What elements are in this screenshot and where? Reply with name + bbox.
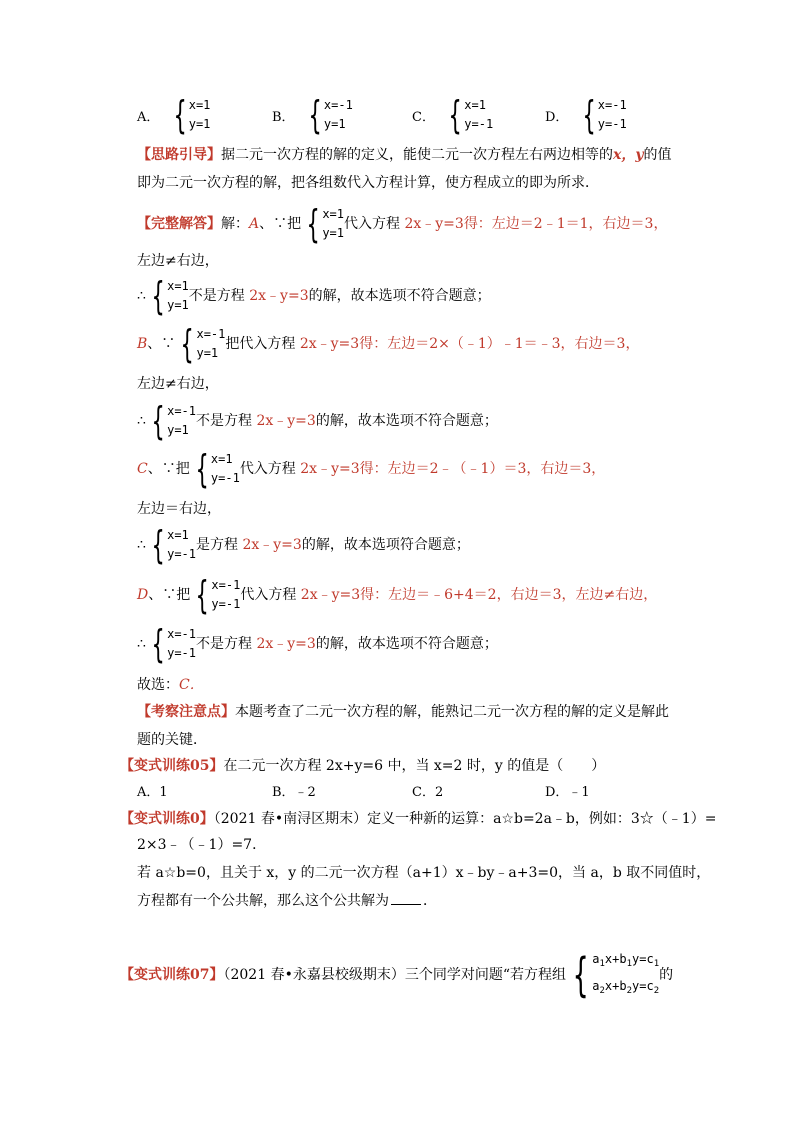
answer-choice [137, 676, 204, 694]
question-text: 方程都有一个公共解，那么这个公共解为 [137, 893, 389, 909]
option-c [412, 93, 494, 137]
equation-system [146, 523, 197, 567]
left-brace-icon: { [180, 322, 195, 366]
answer-line-a [137, 202, 668, 246]
answer-line-d-conclusion [137, 622, 498, 666]
system-row: y=1 [167, 298, 189, 312]
section-tag: 【考察注意点】 [137, 704, 235, 720]
answer-line-c-conclusion [137, 523, 470, 567]
system-row [592, 975, 659, 1002]
text: 、∵把 [147, 461, 190, 477]
text: ． [423, 893, 437, 909]
subscript: 1 [626, 959, 633, 969]
system-row: x=1 [322, 207, 344, 221]
exercise-06-line-2: 2×3﹣（﹣1）=7． [137, 837, 267, 853]
system-row [592, 948, 659, 975]
answer-blank[interactable] [391, 904, 421, 905]
system-row: y=1 [167, 423, 189, 437]
left-brace-icon: { [308, 93, 322, 137]
option-label: B． [272, 109, 295, 125]
guide-line-1 [137, 146, 671, 164]
answer-line-d [137, 573, 658, 617]
text: 得：左边＝2﹣1＝1，右边＝3， [463, 216, 668, 232]
section-tag: 【变式训练05】 [120, 758, 224, 774]
equation-system [175, 322, 226, 366]
equation: 2x﹣y=3 [249, 288, 309, 304]
choice-letter: C． [179, 677, 204, 693]
option-d [545, 93, 627, 137]
exercise-05-option-a: A．1 [137, 785, 168, 800]
text: 得：左边＝2×（﹣1）﹣1＝﹣3，右边＝3， [359, 336, 640, 352]
exercise-05-option-d: D．﹣1 [545, 785, 590, 800]
exercise-05-option-c: C．2 [412, 785, 444, 800]
equation-system [146, 622, 197, 666]
system-row: x=1 [188, 98, 211, 112]
left-brace-icon: { [151, 274, 165, 318]
left-brace-icon: { [195, 573, 209, 617]
equation: 2x﹣y=3 [300, 461, 360, 477]
system-row: y=1 [196, 346, 219, 360]
exercise-06-line-3: 若 a☆b=0，且关于 x，y 的二元一次方程（a+1）x﹣by﹣a+3=0，当 a，b 取不同值时， [137, 865, 711, 881]
system-row: y=1 [323, 117, 346, 131]
text: 不是方程 [196, 636, 257, 652]
exercise-06-line-4 [137, 892, 437, 910]
exercise-05 [120, 757, 605, 775]
text: 是方程 [196, 537, 243, 553]
answer-line-c-next: 左边＝右边， [137, 501, 221, 517]
text: 解： [221, 216, 249, 232]
option-letter: C [137, 461, 148, 477]
answer-line-a-conclusion [137, 274, 491, 318]
equation: 2x﹣y=3 [256, 636, 316, 652]
text: 、∵把 [259, 216, 302, 232]
option-label: A． [137, 109, 160, 125]
subscript: 2 [653, 986, 660, 996]
left-brace-icon: { [151, 399, 165, 443]
subscript: 2 [599, 986, 605, 996]
coef: x+b [604, 952, 627, 966]
text: 的解，故本选项不符合题意； [308, 288, 491, 304]
option-a [137, 93, 211, 137]
text: 据二元一次方程的解的定义，能使二元一次方程左右两边相等的 [221, 147, 613, 163]
left-brace-icon: { [448, 93, 462, 137]
therefore-symbol: ∴ [137, 288, 146, 304]
exercise-06-line-1 [120, 810, 716, 828]
text: 不是方程 [188, 288, 250, 304]
text: 得：左边＝2﹣（﹣1）＝3，右边＝3， [359, 461, 606, 477]
section-tag: 【完整解答】 [137, 216, 221, 232]
subscript: 1 [599, 959, 605, 969]
system-row: x=-1 [323, 98, 353, 112]
system-row: x=-1 [196, 327, 226, 341]
section-tag: 【变式训练0】 [120, 811, 214, 827]
text: 、∵ [147, 336, 176, 352]
text: 、∵把 [148, 587, 191, 603]
text: 不是方程 [196, 413, 257, 429]
equation-system [190, 447, 240, 491]
equation: 2x﹣y=3 [242, 537, 302, 553]
question-text: （2021 春•永嘉县校级期末）三个同学对问题“若方程组 [223, 967, 566, 983]
note-line-1 [137, 703, 669, 721]
text: 的解，故本选项不符合题意； [315, 413, 498, 429]
text: 的解，故本选项不符合题意； [315, 636, 498, 652]
therefore-symbol: ∴ [137, 636, 146, 652]
equation-system [303, 93, 353, 137]
subscript: 2 [626, 986, 633, 996]
equation: 2x﹣y=3 [300, 587, 361, 603]
system-row: x=-1 [597, 98, 627, 112]
system-row: y=-1 [597, 117, 627, 131]
text: 的 [659, 967, 674, 983]
text: 代入方程 [240, 587, 301, 603]
subscript: 1 [653, 959, 660, 969]
text: 把代入方程 [225, 336, 300, 352]
system-row: x=1 [167, 279, 189, 293]
left-brace-icon: { [151, 523, 165, 567]
option-label: D． [545, 109, 569, 125]
coef: y=c [632, 979, 654, 993]
coef: a [592, 952, 600, 966]
equation-system [168, 93, 211, 137]
answer-line-b-next: 左边≠右边， [137, 376, 219, 392]
answer-line-a-next: 左边≠右边， [137, 253, 219, 269]
left-brace-icon: { [582, 93, 596, 137]
system-row: x=-1 [211, 578, 241, 592]
section-tag: 【变式训练07】 [120, 967, 224, 983]
equation-system [443, 93, 494, 137]
text: 代入方程 [344, 216, 405, 232]
exercise-05-option-b: B．﹣2 [272, 785, 316, 800]
equation-system [301, 202, 344, 246]
system-row: y=-1 [167, 646, 197, 660]
answer-line-b-conclusion [137, 399, 498, 443]
coef: y=c [632, 952, 654, 966]
option-letter: B [137, 336, 148, 352]
system-row: y=-1 [211, 597, 241, 611]
left-brace-icon: { [172, 93, 187, 137]
text: 的解，故本选项符合题意； [301, 537, 470, 553]
question-text: 在二元一次方程 2x+y=6 中，当 x=2 时，y 的值是（ ） [223, 758, 606, 774]
system-row: y=-1 [167, 547, 197, 561]
section-tag: 【思路引导】 [137, 147, 221, 163]
equation-system [146, 399, 197, 443]
question-text: （2021 春•南浔区期末）定义一种新的运算：a☆b=2a﹣b，例如：3☆（﹣1）= [213, 811, 717, 827]
answer-line-b [137, 322, 640, 366]
coef: a [592, 979, 600, 993]
answer-line-c [137, 447, 606, 491]
option-letter: A [249, 216, 260, 232]
coef: x+b [604, 979, 627, 993]
system-row: y=-1 [464, 117, 494, 131]
system-row: x=1 [210, 452, 233, 466]
left-brace-icon: { [195, 447, 209, 491]
equation-system [146, 274, 189, 318]
system-row: x=-1 [167, 404, 197, 418]
exercise-07 [120, 948, 673, 1002]
text: 得：左边＝﹣6+4＝2，右边＝3，左边≠右边， [360, 587, 658, 603]
equation-system [190, 573, 241, 617]
system-row: x=1 [464, 98, 486, 112]
left-brace-icon: { [151, 622, 165, 666]
equation-system [566, 948, 659, 1002]
therefore-symbol: ∴ [137, 413, 146, 429]
equation-system [577, 93, 627, 137]
option-letter: D [137, 587, 149, 603]
equation: 2x﹣y=3 [299, 336, 360, 352]
text: 代入方程 [239, 461, 301, 477]
option-label: C． [412, 109, 435, 125]
system-row: x=1 [167, 528, 189, 542]
system-row: y=-1 [210, 471, 240, 485]
text: 的值 [643, 147, 672, 163]
left-brace-icon: { [306, 202, 320, 246]
option-b [272, 93, 353, 137]
therefore-symbol: ∴ [137, 537, 146, 553]
left-brace-icon: { [572, 948, 589, 1002]
text: 故选： [137, 677, 179, 693]
system-row: y=1 [322, 226, 344, 240]
note-line-2: 题的关键． [137, 732, 207, 748]
guide-line-2: 即为二元一次方程的解，把各组数代入方程计算，使方程成立的即为所求． [137, 175, 599, 191]
variables: x，y [613, 147, 644, 163]
equation: 2x﹣y=3 [404, 216, 464, 232]
system-row: x=-1 [167, 627, 197, 641]
system-row: y=1 [188, 117, 211, 131]
text: 本题考查了二元一次方程的解，能熟记二元一次方程的解的定义是解此 [235, 704, 669, 720]
equation: 2x﹣y=3 [256, 413, 316, 429]
